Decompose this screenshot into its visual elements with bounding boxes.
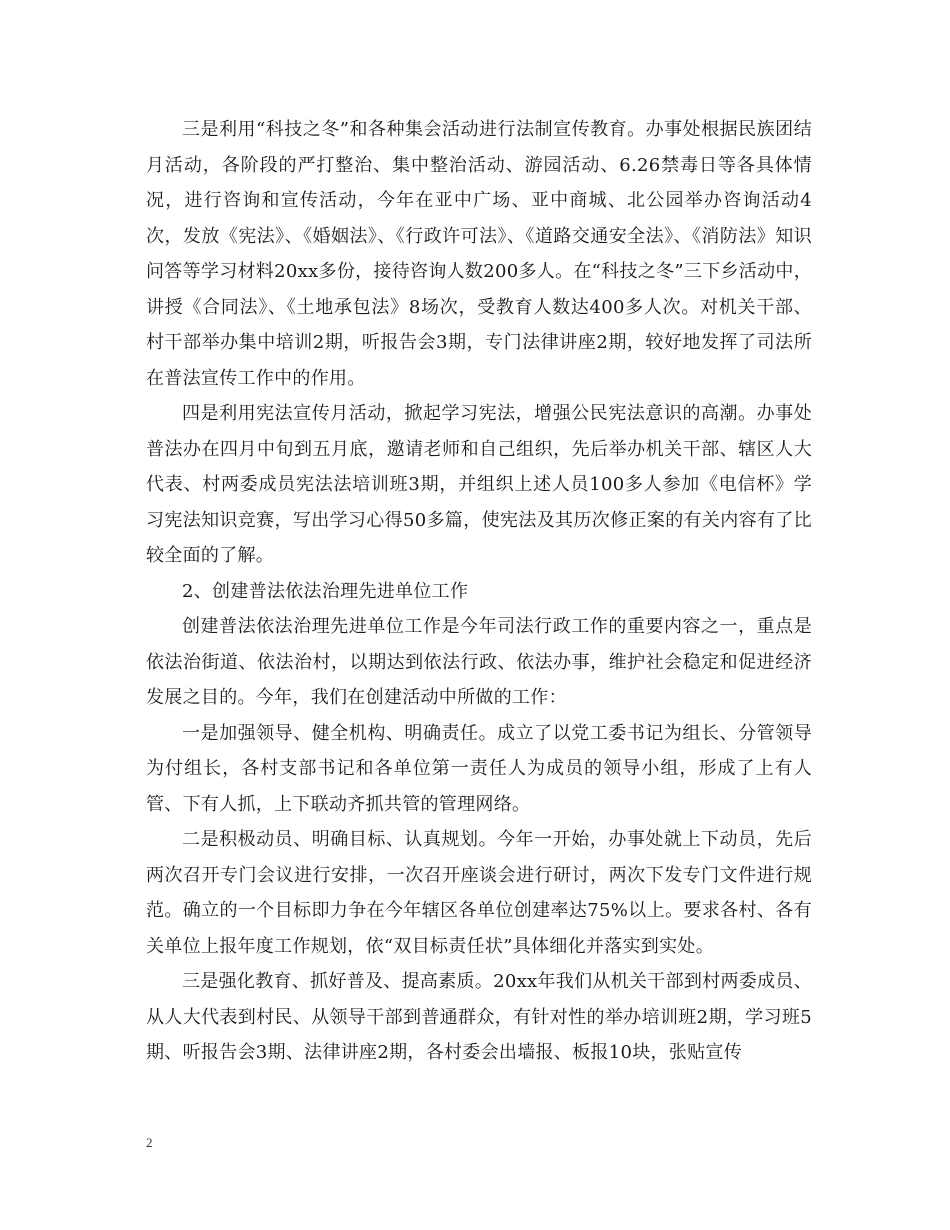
- document-body: [146, 112, 812, 1071]
- paragraph-leadership: 一是加强领导、健全机构、明确责任。成立了以党工委书记为组长、分管领导为付组长，各村支部书记和各单位第一责任人为成员的领导小组，形成了上有人管、下有人抓，上下联动齐抓共管的管理网络。: [146, 722, 812, 815]
- paragraph-constitution-month: 四是利用宪法宣传月活动，掀起学习宪法，增强公民宪法意识的高潮。办事处普法办在四月中旬到五月底，邀请老师和自己组织，先后举办机关干部、辖区人大代表、村两委成员宪法法培训班3期，并组织上述人员100多人参加《电信杯》学习宪法知识竞赛，写出学习心得50多篇，使宪法及其历次修正案的有关内容有了比较全面的了解。: [146, 403, 812, 566]
- page-number: 2: [146, 1135, 153, 1150]
- paragraph-mobilization: 二是积极动员、明确目标、认真规划。今年一开始，办事处就上下动员，先后两次召开专门会议进行安排，一次召开座谈会进行研讨，两次下发专门文件进行规范。确立的一个目标即力争在今年辖区各单位创建率达75%以上。要求各村、各有关单位上报年度工作规划，依“双目标责任状”具体细化并落实到实处。: [146, 829, 812, 957]
- paragraph-advanced-unit-intro: 创建普法依法治理先进单位工作是今年司法行政工作的重要内容之一，重点是依法治街道、依法治村，以期达到依法行政、依法办事，维护社会稳定和促进经济发展之目的。今年，我们在创建活动中所做的工作：: [146, 616, 812, 708]
- paragraph-education: 三是强化教育、抓好普及、提高素质。20xx年我们从机关干部到村两委成员、从人大代表到村民、从领导干部到普通群众，有针对性的举办培训班2期，学习班5期、听报告会3期、法律讲座2期，各村委会出墙报、板报10块，张贴宣传: [146, 971, 813, 1063]
- section-heading-advanced-unit: 2、创建普法依法治理先进单位工作: [182, 580, 469, 602]
- paragraph-tech-winter-campaign: 三是利用“科技之冬”和各种集会活动进行法制宣传教育。办事处根据民族团结月活动，各阶段的严打整治、集中整治活动、游园活动、6.26禁毒日等各具体情况，进行咨询和宣传活动，今年在亚中广场、亚中商城、北公园举办咨询活动4次，发放《宪法》、《婚姻法》、《行政许可法》、《道路交通安全法》、《消防法》知识问答等学习材料20xx多份，接待咨询人数200多人。在“科技之冬”三下乡活动中，讲授《合同法》、《土地承包法》8场次，受教育人数达400多人次。对机关干部、村干部举办集中培训2期，听报告会3期，专门法律讲座2期，较好地发挥了司法所在普法宣传工作中的作用。: [146, 119, 812, 389]
